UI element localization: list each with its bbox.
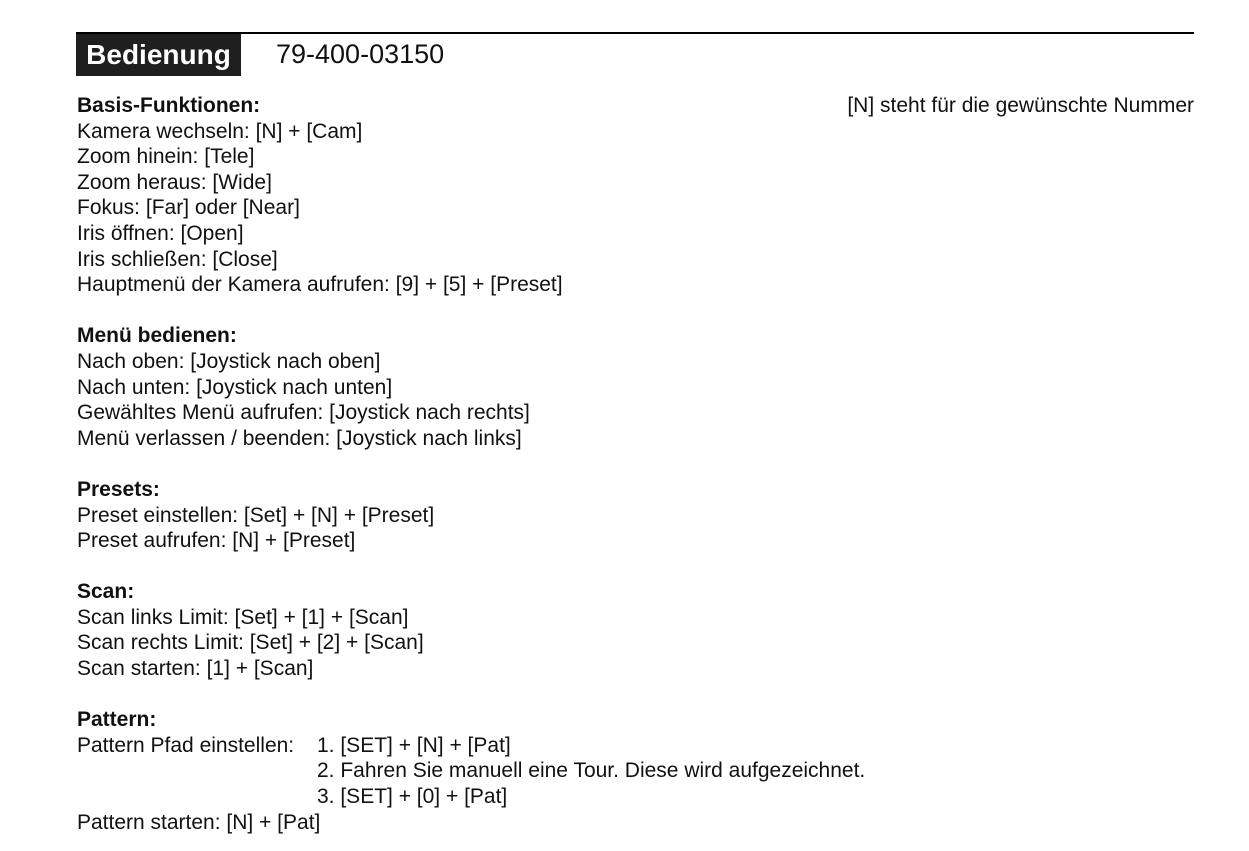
section-heading: Basis-Funktionen: bbox=[77, 94, 261, 117]
instruction-line: Menü verlassen / beenden: [Joystick nach links] bbox=[77, 426, 522, 450]
pattern-step: 2. Fahren Sie manuell eine Tour. Diese wird aufgezeichnet. bbox=[317, 759, 866, 783]
pattern-step: 3. [SET] + [0] + [Pat] bbox=[317, 785, 508, 809]
section-heading: Pattern: bbox=[77, 708, 157, 732]
document-number: 79-400-03150 bbox=[276, 39, 445, 69]
section-heading: Menü bedienen: bbox=[77, 324, 237, 348]
instruction-line: Scan starten: [1] + [Scan] bbox=[77, 657, 314, 681]
instruction-line: Pattern starten: [N] + [Pat] bbox=[77, 810, 321, 834]
instruction-line: Iris schließen: [Close] bbox=[77, 247, 278, 271]
section-scan bbox=[77, 579, 865, 681]
top-rule bbox=[76, 32, 1194, 34]
page-title: Bedienung bbox=[76, 34, 241, 76]
instruction-line: Scan rechts Limit: [Set] + [2] + [Scan] bbox=[77, 631, 424, 655]
number-note: [N] steht für die gewünschte Nummer bbox=[847, 94, 1194, 117]
pattern-setup bbox=[77, 733, 865, 810]
section-menu bbox=[77, 323, 865, 451]
section-basis bbox=[77, 93, 865, 298]
instruction-line: Iris öffnen: [Open] bbox=[77, 221, 244, 245]
instruction-line: Hauptmenü der Kamera aufrufen: [9] + [5] + [Preset] bbox=[77, 273, 563, 297]
instruction-line: Zoom hinein: [Tele] bbox=[77, 145, 255, 169]
pattern-setup-label: Pattern Pfad einstellen: bbox=[77, 733, 295, 757]
instruction-line: Scan links Limit: [Set] + [1] + [Scan] bbox=[77, 605, 409, 629]
instruction-line: Nach unten: [Joystick nach unten] bbox=[77, 375, 393, 399]
section-pattern bbox=[77, 707, 865, 835]
pattern-steps bbox=[317, 733, 865, 810]
instruction-line: Kamera wechseln: [N] + [Cam] bbox=[77, 119, 363, 143]
instruction-line: Fokus: [Far] oder [Near] bbox=[77, 196, 300, 220]
section-heading: Scan: bbox=[77, 580, 135, 604]
pattern-step: 1. [SET] + [N] + [Pat] bbox=[317, 733, 511, 757]
instruction-line: Gewähltes Menü aufrufen: [Joystick nach rechts] bbox=[77, 401, 530, 425]
instruction-line: Zoom heraus: [Wide] bbox=[77, 170, 272, 194]
section-heading: Presets: bbox=[77, 477, 160, 501]
instruction-line: Nach oben: [Joystick nach oben] bbox=[77, 349, 381, 373]
instruction-line: Preset aufrufen: [N] + [Preset] bbox=[77, 529, 356, 553]
instructions bbox=[77, 93, 865, 835]
instruction-line: Preset einstellen: [Set] + [N] + [Preset] bbox=[77, 503, 435, 527]
section-presets bbox=[77, 477, 865, 554]
